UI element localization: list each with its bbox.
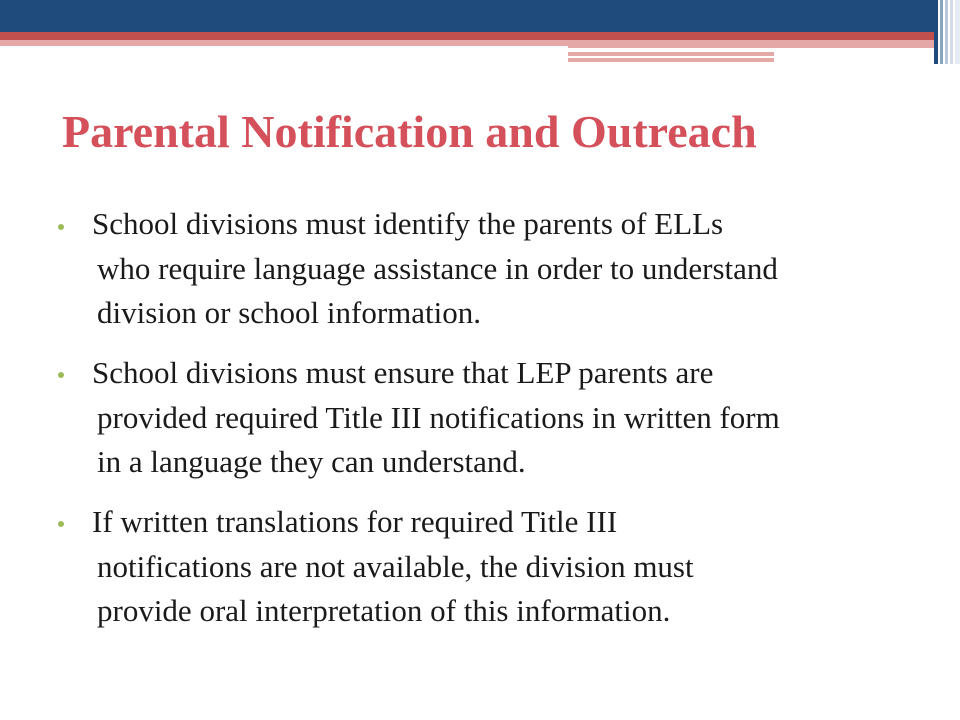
header-bar-white-line	[568, 56, 774, 58]
bullet-line: provide oral interpretation of this information.	[97, 593, 671, 628]
header-bar-pink-left	[0, 40, 568, 46]
bullet-dot-icon	[58, 372, 64, 378]
bullet-line: notifications are not available, the division must	[97, 549, 694, 584]
bullet-line: If written translations for required Title III	[92, 504, 618, 539]
header-bar-white-gap	[568, 48, 888, 51]
bullet-line: who require language assistance in order to understand	[97, 251, 778, 286]
header-bar-pink-right	[568, 40, 934, 48]
bullet-dot-icon	[58, 224, 64, 230]
header-bar-blue	[0, 0, 934, 32]
bullet-line: in a language they can understand.	[97, 444, 526, 479]
slide-title: Parental Notification and Outreach	[62, 106, 757, 157]
header-stripes	[934, 0, 960, 64]
bullet-dot-icon	[58, 521, 64, 527]
header-bar-red	[0, 32, 934, 40]
bullet-line: division or school information.	[97, 295, 482, 330]
bullet-line: School divisions must ensure that LEP parents are	[92, 355, 714, 390]
bullet-line: School divisions must identify the parents of ELLs	[92, 206, 724, 241]
bullet-line: provided required Title III notifications in written form	[97, 400, 780, 435]
